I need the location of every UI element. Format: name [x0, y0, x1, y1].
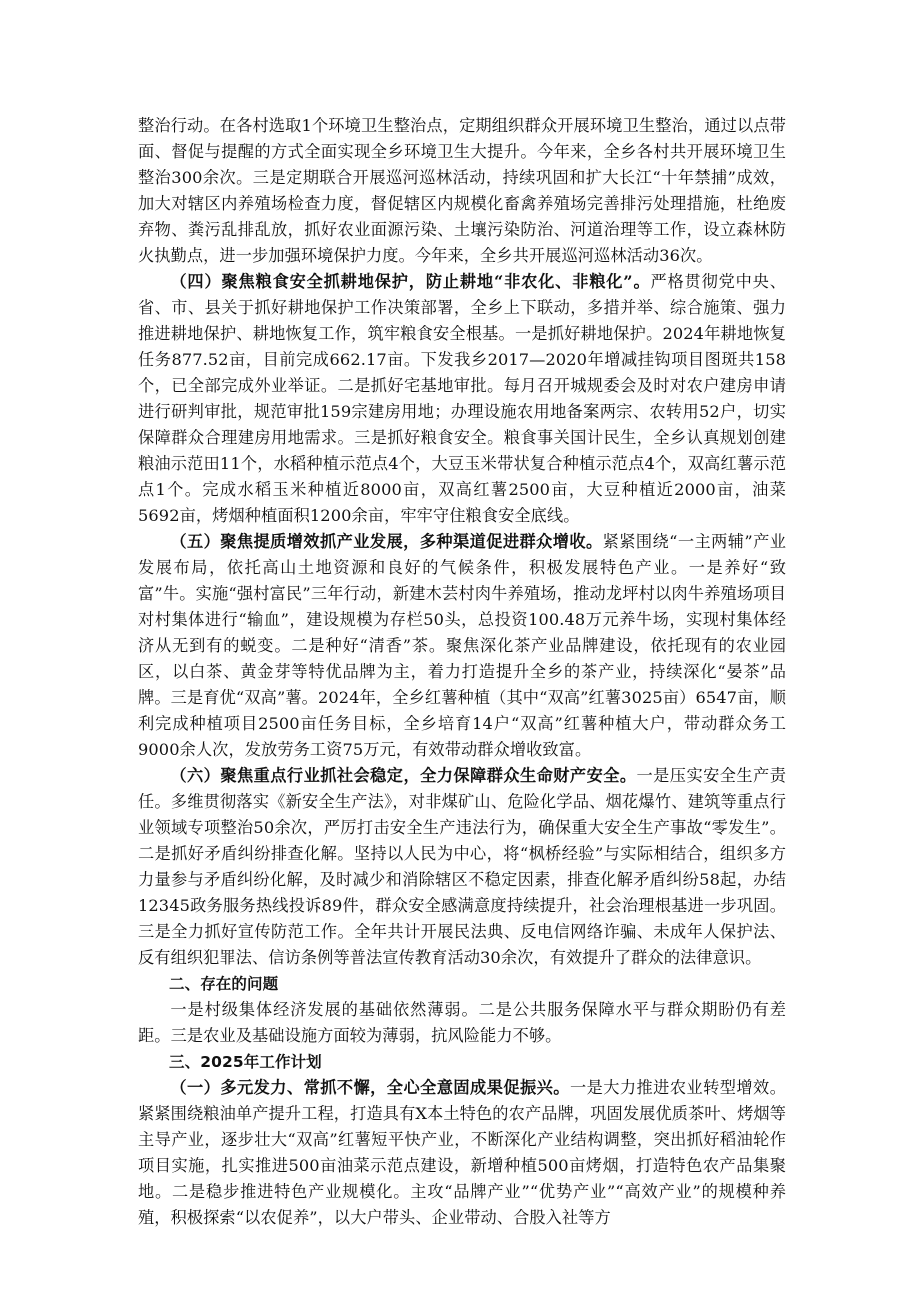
- heading-problems: 二、存在的问题: [169, 975, 279, 993]
- section-heading-5: （五）聚焦提质增效抓产业发展，多种渠道促进群众增收。: [170, 532, 603, 551]
- paragraph-text: 紧紧围绕“一主两辅”产业发展布局，依托高山土地资源和良好的气候条件，积极发展特色产业。一是养好“致富”牛。实施“强村富民”三年行动，新建木芸村肉牛养殖场，推动龙坪村以肉牛养殖场项目对村集体进行“输血”，建设规模为存栏50头，总投资100.48万元养牛场，实现村集体经济从无到有的蜕变。二是种好“清香”茶。聚焦深化茶产业品牌建设，依托现有的农业园区，以白茶、黄金芽等特优品牌为主，着力打造提升全乡的茶产业，持续深化“晏茶”品牌。三是育优“双高”薯。2024年，全乡红薯种植（其中“双高”红薯3025亩）6547亩，顺利完成种植项目2500亩任务目标，全乡培育14户“双高”红薯种植大户，带动群众务工9000余人次，发放劳务工资75万元，有效带动群众增收致富。: [138, 532, 786, 759]
- paragraph-text: 严格贯彻党中央、省、市、县关于抓好耕地保护工作决策部署，全乡上下联动，多措并举、综合施策、强力推进耕地保护、耕地恢复工作，筑牢粮食安全根基。一是抓好耕地保护。2024年耕地恢复任务877.52亩，目前完成662.17亩。下发我乡2017—2020年增减挂钩项目图斑共158个，已全部完成外业举证。二是抓好宅基地审批。每月召开城规委会及时对农户建房申请进行研判审批，规范审批159宗建房用地；办理设施农用地备案两宗、农转用52户，切实保障群众合理建房用地需求。三是抓好粮食安全。粮食事关国计民生，全乡认真规划创建粮油示范田11个，水稻种植示范点4个，大豆玉米带状复合种植示范点4个，双高红薯示范点1个。完成水稻玉米种植近8000亩，双高红薯2500亩，大豆种植近2000亩，油菜5692亩，烤烟种植面积1200余亩，牢牢守住粮食安全底线。: [138, 272, 786, 525]
- paragraph-text: 一是大力推进农业转型增效。紧紧围绕粮油单产提升工程，打造具有X本土特色的农产品牌，巩固发展优质茶叶、烤烟等主导产业，逐步壮大“双高”红薯短平快产业，不断深化产业结构调整，突出抓好稻油轮作项目实施，扎实推进500亩油菜示范点建设，新增种植500亩烤烟，打造特色农产品集聚地。二是稳步推进特色产业规模化。主攻“品牌产业”“优势产业”“高效产业”的规模种养殖，积极探索“以农促养”，以大户带头、企业带动、合股入社等方: [138, 1078, 786, 1227]
- paragraph-social-stability: [138, 763, 786, 971]
- paragraph-text: 一是压实安全生产责任。多维贯彻落实《新安全生产法》，对非煤矿山、危险化学品、烟花爆竹、建筑等重点行业领域专项整治50余次，严厉打击安全生产违法行为，确保重大安全生产事故“零发生”。二是抓好矛盾纠纷排查化解。坚持以人民为中心，将“枫桥经验”与实际相结合，组织多方力量参与矛盾纠纷化解，及时减少和消除辖区不稳定因素，排查化解矛盾纠纷58起，办结12345政务服务热线投诉89件，群众安全感满意度持续提升，社会治理根基进一步巩固。三是全力抓好宣传防范工作。全年共计开展民法典、反电信网络诈骗、未成年人保护法、反有组织犯罪法、信访条例等普法宣传教育活动30余次，有效提升了群众的法律意识。: [138, 766, 786, 967]
- paragraph-farmland-protection: [138, 269, 786, 529]
- paragraph-plan-1: [138, 1075, 786, 1231]
- paragraph-problems: 一是村级集体经济发展的基础依然薄弱。二是公共服务保障水平与群众期盼仍有差距。三是农业及基础设施方面较为薄弱，抗风险能力不够。: [138, 1000, 786, 1045]
- section-heading-plan-1: （一）多元发力、常抓不懈，全心全意固成果促振兴。: [170, 1078, 570, 1097]
- heading-2025-plan: 三、2025年工作计划: [169, 1053, 322, 1071]
- document-page: [138, 113, 786, 1231]
- section-heading-6: （六）聚焦重点行业抓社会稳定，全力保障群众生命财产安全。: [170, 766, 637, 785]
- paragraph-environment: 整治行动。在各村选取1个环境卫生整治点，定期组织群众开展环境卫生整治，通过以点带面、督促与提醒的方式全面实现全乡环境卫生大提升。今年来，全乡各村共开展环境卫生整治300余次。三是定期联合开展巡河巡林活动，持续巩固和扩大长江“十年禁捕”成效，加大对辖区内养殖场检查力度，督促辖区内规模化畜禽养殖场完善排污处理措施，杜绝废弃物、粪污乱排乱放，抓好农业面源污染、土壤污染防治、河道治理等工作，设立森林防火执勤点，进一步加强环境保护力度。今年来，全乡共开展巡河巡林活动36次。: [138, 116, 786, 265]
- paragraph-industry-development: [138, 529, 786, 763]
- section-heading-4: （四）聚焦粮食安全抓耕地保护，防止耕地“非农化、非粮化”。: [170, 272, 651, 291]
